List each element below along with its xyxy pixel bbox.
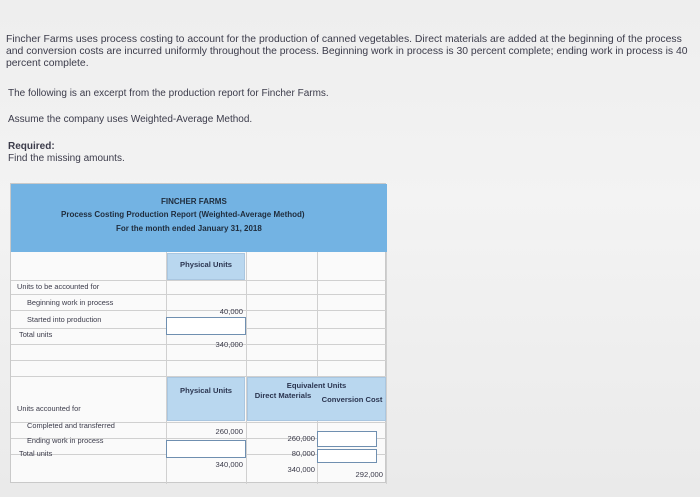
required-label: Required:	[8, 141, 55, 152]
completed-transferred-label: Completed and transferred	[27, 421, 115, 430]
total-units-physical-2: 340,000	[215, 460, 243, 469]
report-period: For the month ended January 31, 2018	[116, 224, 262, 233]
total-units-cc: 292,000	[355, 470, 383, 479]
units-to-be-accounted-heading: Units to be accounted for	[17, 282, 100, 291]
total-units-physical-1: 340,000	[215, 340, 243, 349]
total-units-label-2: Total units	[19, 449, 53, 458]
excerpt-line: The following is an excerpt from the production report for Fincher Farms.	[8, 88, 329, 99]
ending-wip-label: Ending work in process	[27, 436, 104, 445]
ending-wip-dm: 80,000	[291, 449, 315, 458]
beginning-wip-physical: 40,000	[219, 307, 243, 316]
total-units-label-1: Total units	[19, 330, 53, 339]
ending-wip-cc-input[interactable]	[317, 449, 377, 463]
started-into-production-input[interactable]	[166, 317, 246, 335]
completed-transferred-physical: 260,000	[215, 427, 243, 436]
production-report	[10, 183, 386, 483]
required-text: Find the missing amounts.	[8, 153, 125, 164]
report-title: Process Costing Production Report (Weighted-Average Method)	[61, 210, 305, 219]
total-units-dm: 340,000	[287, 465, 315, 474]
report-header	[11, 184, 387, 252]
company-name: FINCHER FARMS	[161, 197, 227, 206]
direct-materials-header: Direct Materials	[254, 391, 312, 400]
completed-transferred-cc-input[interactable]	[317, 431, 377, 447]
conversion-cost-header: Conversion Cost	[321, 395, 383, 404]
physical-units-header: Physical Units	[180, 260, 232, 269]
completed-transferred-dm: 260,000	[287, 434, 315, 443]
physical-units-header-cell-2	[167, 377, 245, 421]
problem-description: Fincher Farms uses process costing to account for the production of canned vegetables. Direct materials are added at the beginning of the process and conversion costs are incurred uniformly throughout the process. Beginning work in process is 30 percent complete; ending work in process is 40 percent complete.	[6, 34, 688, 69]
equivalent-units-header: Equivalent Units	[286, 381, 347, 390]
beginning-wip-label: Beginning work in process	[27, 298, 114, 307]
physical-units-header-2: Physical Units	[180, 386, 232, 395]
started-into-production-label: Started into production	[27, 315, 102, 324]
ending-wip-physical-input[interactable]	[166, 440, 246, 458]
units-accounted-for-heading: Units accounted for	[17, 404, 81, 413]
method-line: Assume the company uses Weighted-Average Method.	[8, 114, 253, 125]
